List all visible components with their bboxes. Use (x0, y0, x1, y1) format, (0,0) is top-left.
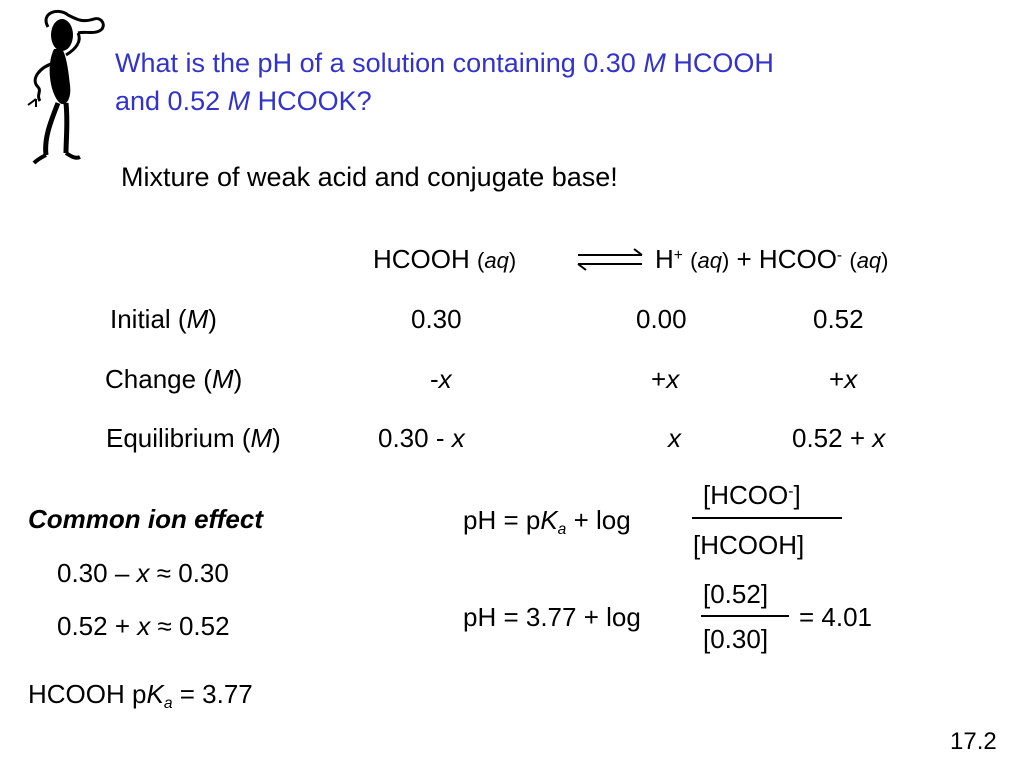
reaction-reactant: HCOOH (aq) (373, 244, 517, 274)
ice-equilibrium-acid: 0.30 - x (378, 423, 465, 453)
slide-number: 17.2 (950, 728, 997, 755)
subtitle: Mixture of weak acid and conjugate base! (121, 162, 618, 192)
equation-1-numerator: [HCOO-] (703, 480, 801, 510)
ice-change-h: +x (651, 364, 680, 394)
common-ion-heading: Common ion effect (28, 504, 263, 534)
equation-1-lhs: pH = $pK_a + \log$ (463, 505, 631, 539)
ice-row-equilibrium-label: Equilibrium (M) (106, 423, 281, 453)
question-line-1: What is the pH of a solution containing 0.30 M HCOOH (115, 48, 774, 78)
equation-1-denominator: [HCOOH] (693, 530, 805, 560)
ice-row-initial-label: Initial (M) (110, 304, 217, 334)
equation-2-lhs: pH = 3.77 + log (463, 602, 641, 632)
ice-initial-h: 0.00 (636, 304, 687, 334)
equation-2-denominator: [0.30] (703, 624, 769, 654)
ice-initial-base: 0.52 (813, 304, 864, 334)
equation-1-fraction-bar (692, 517, 842, 519)
equation-2-fraction-bar (701, 615, 789, 617)
equation-2-numerator: [0.52] (703, 579, 769, 609)
ice-equilibrium-h: x (668, 423, 681, 453)
equilibrium-arrows-icon (574, 247, 646, 271)
ice-change-base: +x (829, 364, 858, 394)
question-line-2: and 0.52 M HCOOK? (115, 86, 372, 116)
thinking-figure-icon (10, 5, 110, 165)
ice-row-change-label: Change (M) (105, 364, 243, 394)
ice-equilibrium-base: 0.52 + x (792, 423, 886, 453)
ice-initial-acid: 0.30 (411, 304, 462, 334)
equation-2-result: = 4.01 (799, 602, 873, 632)
pka-value: HCOOH $pK_a = 3.77$ (28, 679, 253, 713)
ice-change-acid: -x (430, 364, 452, 394)
approximation-1: 0.30 – x ≈ 0.30 (57, 558, 229, 588)
reaction-products: H+ (aq) + HCOO- (aq) (655, 244, 889, 274)
approximation-2: 0.52 + x ≈ 0.52 (57, 611, 230, 641)
